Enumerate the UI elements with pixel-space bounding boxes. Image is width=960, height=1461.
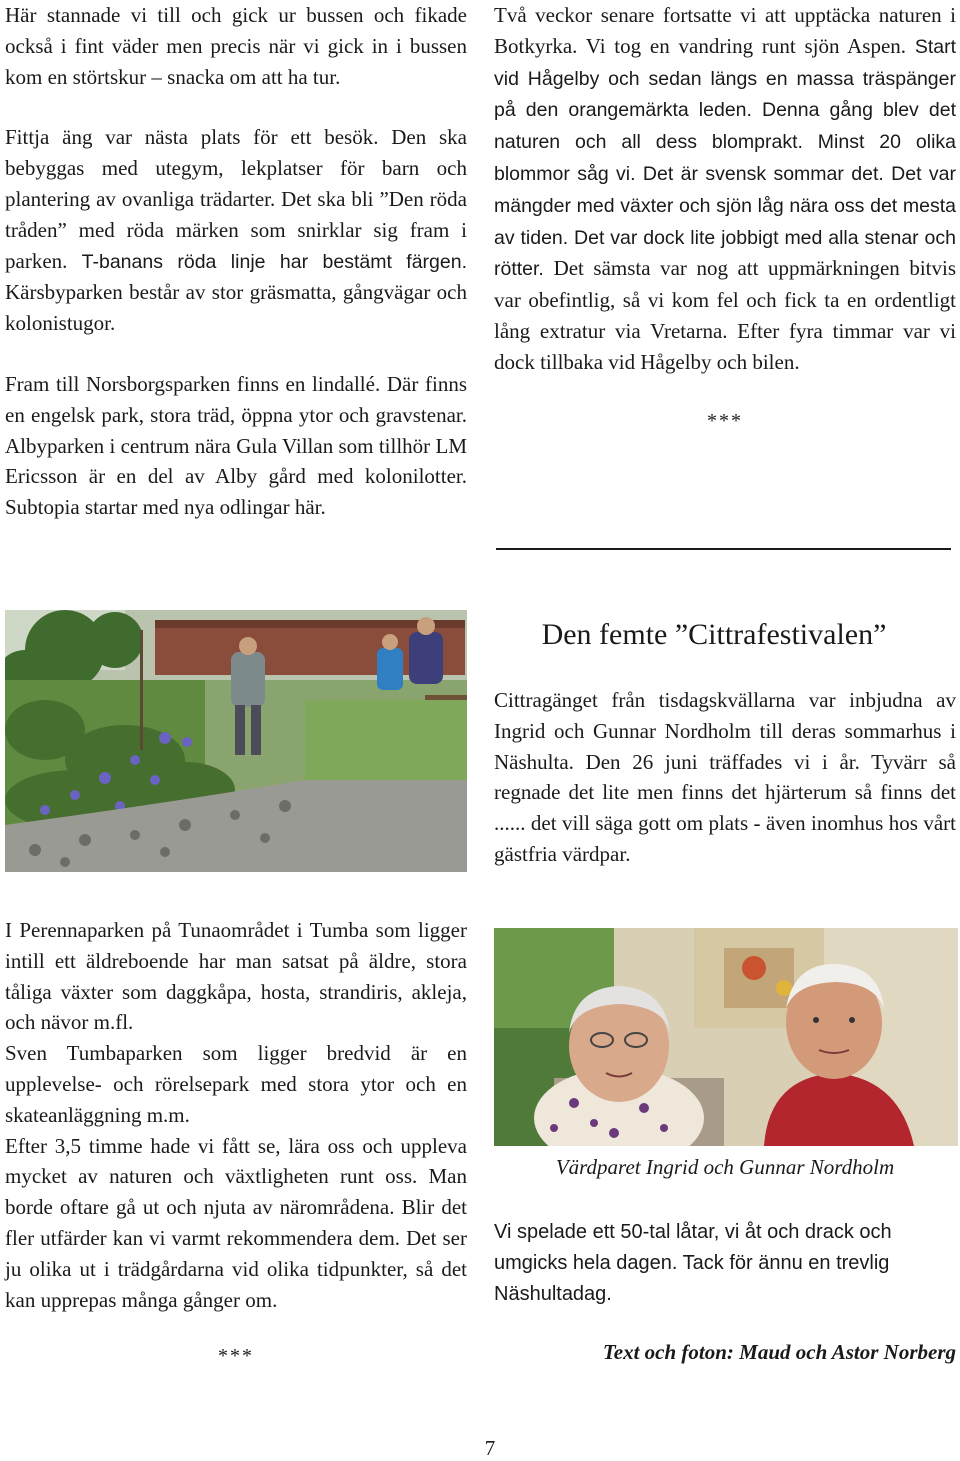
right-column-top (494, 0, 956, 433)
left-column-top (5, 0, 467, 523)
fittja-text: Fittja äng var nästa plats för ett besök. Den ska bebyggas med utegym, lekplatser för barn och plantering av ovanliga trädarter. Det ska bli ”Den röda tråden” med röda märken som snirklar sig fram i parken. (5, 125, 467, 273)
garden-photo (5, 610, 467, 872)
paragraph-aspen-walk (494, 0, 956, 378)
norsborg-text: Fram till Norsborgsparken finns en lindallé. Där finns en engelsk park, stora träd, öppna ytor och gravstenar. (5, 371, 467, 427)
vretarna-text: Det sämsta var nog att uppmärkningen bitvis var obefintlig, så vi kom fel och fick ta en ordentligt lång extratur via Vretarna. Efter fyra timmar var vi dock tillbaka vid Hågelby och bilen. (494, 256, 956, 374)
hagelby-text: Start vid Hågelby och sedan längs en massa träspänger på den orangemärkta leden. Denna gång blev det naturen och all dess blomprakt. Minst 20 olika blommor såg vi. Det är svensk sommar det. Det var mängder med växter och sjön låg nära oss det mesta av tiden. Det var dock lite jobbigt med alla stenar och rötter. (494, 35, 956, 281)
paragraph-music-day: Vi spelade ett 50-tal låtar, vi åt och drack och umgicks hela dagen. Tack för ännu en trevlig Näshultadag. (494, 1221, 892, 1305)
photo-credit: Text och foton: Maud och Astor Norberg (602, 1340, 956, 1364)
paragraph-sven-tumbaparken: Sven Tumbaparken som ligger bredvid är en upplevelse- och rörelsepark med stora ytor och en skateanläggning m.m. (5, 1041, 467, 1127)
aspen-text: Två veckor senare fortsatte vi att upptäcka naturen i Botkyrka. Vi tog en vandring runt sjön Aspen. (494, 3, 956, 58)
conclusion-text-2: Det ser ju olika ut i trädgårdarna vid olika tidpunkter, så det kan upprepas många gånger om. (5, 1225, 467, 1312)
garden-photo-illustration (5, 610, 467, 872)
left-column-bottom (5, 915, 467, 1368)
paragraph-fittja (5, 122, 467, 339)
tbana-text: T-banans röda linje har bestämt färgen. (81, 250, 467, 273)
paragraph-perennaparken: I Perennaparken på Tunaområdet i Tumba som ligger intill ett äldreboende har man satsat på äldre, stora tåliga växter som daggkåpa, hosta, strandiris, akleja, och nävor m.fl. (5, 918, 467, 1035)
article-heading: Den femte ”Cittrafestivalen” (541, 618, 887, 651)
conclusion-text: Efter 3,5 timme hade vi fått se, lära oss och uppleva mycket av naturen och växtligheten runt oss. Man borde oftare gå ut och njuta av närområdena. Blir det fler utfärder kan vi varmt rekommendera dem. (5, 1133, 467, 1250)
hosts-photo (494, 928, 958, 1146)
section-separator-stars-right: *** (707, 409, 743, 432)
paragraph-bus-stop: Här stannade vi till och gick ur bussen och fikade också i fint väder men precis när vi gick in i bussen kom en störtskur – snacka om att ha tur. (5, 3, 467, 89)
paragraph-conclusion (5, 1131, 467, 1316)
photo-caption: Värdparet Ingrid och Gunnar Nordholm (555, 1155, 895, 1179)
karsbyparken-text: Kärsbyparken består av stor gräsmatta, gångvägar och kolonistugor. (5, 280, 467, 336)
page-number: 7 (484, 1436, 496, 1460)
paragraph-norsborg (5, 369, 467, 523)
right-column-bottom (494, 1217, 956, 1309)
albyparken-text: Albyparken i centrum nära Gula Villan som tillhör LM Ericsson är en del av Alby gård med kolonilotter. Subtopia startar med nya odlingar här. (5, 433, 467, 520)
right-column-middle (494, 685, 956, 870)
hosts-photo-illustration (494, 928, 958, 1146)
section-separator-stars: *** (218, 1345, 254, 1368)
paragraph-cittra-invite: Cittragänget från tisdagskvällarna var inbjudna av Ingrid och Gunnar Nordholm till deras sommarhus i Näshulta. Den 26 juni träffades vi i år. Tyvärr så regnade det lite men finns det hjärterum så finns det ...... det vill säga gott om plats - även inomhus hos vårt gästfria värdpar. (494, 688, 956, 866)
section-divider-line (496, 548, 951, 550)
